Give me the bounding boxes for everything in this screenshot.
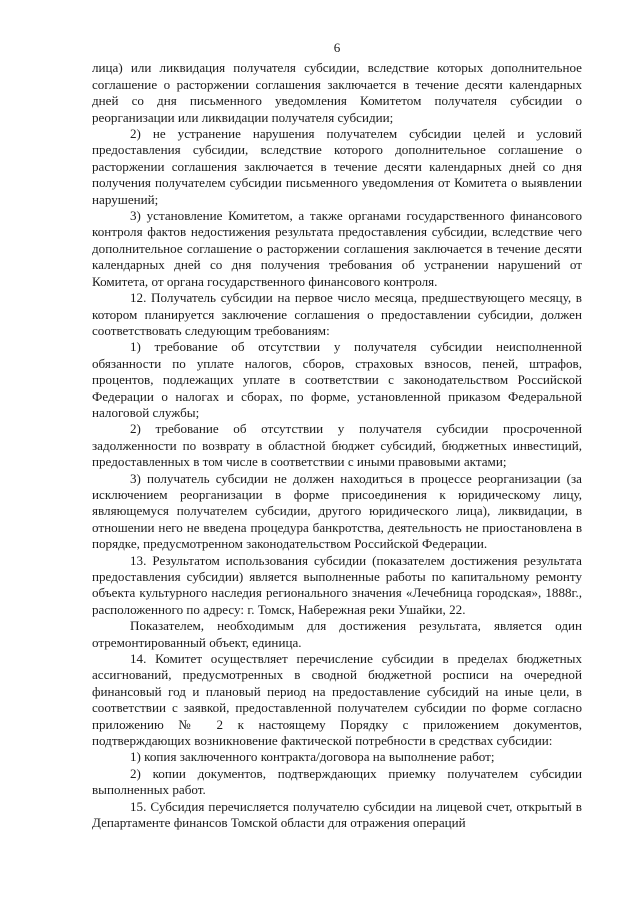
paragraph-indicator: Показателем, необходимым для достижения результата, является один отремонтированный объект, единица. bbox=[92, 618, 582, 650]
paragraph-continuation: лица) или ликвидация получателя субсидии, вследствие которых дополнительное соглашение о расторжении соглашения заключается в течение десяти календарных дней со дня письменного уведомления Комитетом получателя субсидии о реорганизации или ликвидации получателя субсидии; bbox=[92, 60, 582, 125]
paragraph-clause-14: 14. Комитет осуществляет перечисление субсидии в пределах бюджетных ассигнований, предусмотренных в сводной бюджетной росписи на очередной финансовый год и плановый период на предоставление субсидий на иные цели, в соответствии с заявкой, предоставленной получателем субсидии по форме согласно приложению № 2 к настоящему Порядку с приложением документов, подтверждающих возникновение фактической потребности в средствах субсидии: bbox=[92, 651, 582, 749]
paragraph-item-3-control: 3) установление Комитетом, а также органами государственного финансового контроля фактов недостижения результата предоставления субсидии, вследствие чего дополнительное соглашение о расторжении соглашения заключается в течение десяти календарных дней со дня получения требования об устранении нарушений от Комитета, от органа государственного финансового контроля. bbox=[92, 208, 582, 289]
paragraph-clause-15: 15. Субсидия перечисляется получателю субсидии на лицевой счет, открытый в Департаменте финансов Томской области для отражения операций bbox=[92, 798, 582, 831]
paragraph-clause-13: 13. Результатом использования субсидии (показателем достижения результата предоставления субсидии) является выполненные работы по капитальному ремонту объекта культурного наследия регионального значения «Лечебница городская», 1888г., расположенного по адресу: г. Томск, Набережная реки Ушайки, 22. bbox=[92, 552, 582, 617]
paragraph-requirement-2: 2) требование об отсутствии у получателя субсидии просроченной задолженности по возврату в областной бюджет субсидий, бюджетных инвестиций, предоставленных в том числе в соответствии с иными правовыми актами; bbox=[92, 421, 582, 470]
paragraph-item-2-noncorrection: 2) не устранение нарушения получателем субсидии целей и условий предоставления субсидии, вследствие которого дополнительное соглашение о расторжении соглашения заключается в течение десяти календарных дней со дня получения получателем субсидии письменного уведомления от Комитета о выявлении нарушений; bbox=[92, 126, 582, 207]
paragraph-requirement-1: 1) требование об отсутствии у получателя субсидии неисполненной обязанности по уплате налогов, сборов, страховых взносов, пеней, штрафов, процентов, подлежащих уплате в соответствии с законодательством Российской Федерации о налогах и сборах, по форме, установленной приказом Федеральной налоговой службы; bbox=[92, 339, 582, 420]
paragraph-document-2: 2) копии документов, подтверждающих приемку получателем субсидии выполненных работ. bbox=[92, 765, 582, 798]
page-number: 6 bbox=[333, 40, 341, 55]
paragraph-document-1: 1) копия заключенного контракта/договора на выполнение работ; bbox=[130, 749, 495, 765]
paragraph-clause-12: 12. Получатель субсидии на первое число месяца, предшествующего месяцу, в котором планируется заключение соглашения о предоставлении субсидии, должен соответствовать следующим требованиям: bbox=[92, 290, 582, 338]
paragraph-requirement-3: 3) получатель субсидии не должен находиться в процессе реорганизации (за исключением реорганизации в форме присоединения к юридическому лицу, являющемуся получателем субсидии, другого юридического лица), ликвидации, в отношении него не введена процедура банкротства, деятельность не приостановлена в порядке, предусмотренном законодательством Российской Федерации. bbox=[92, 470, 582, 552]
